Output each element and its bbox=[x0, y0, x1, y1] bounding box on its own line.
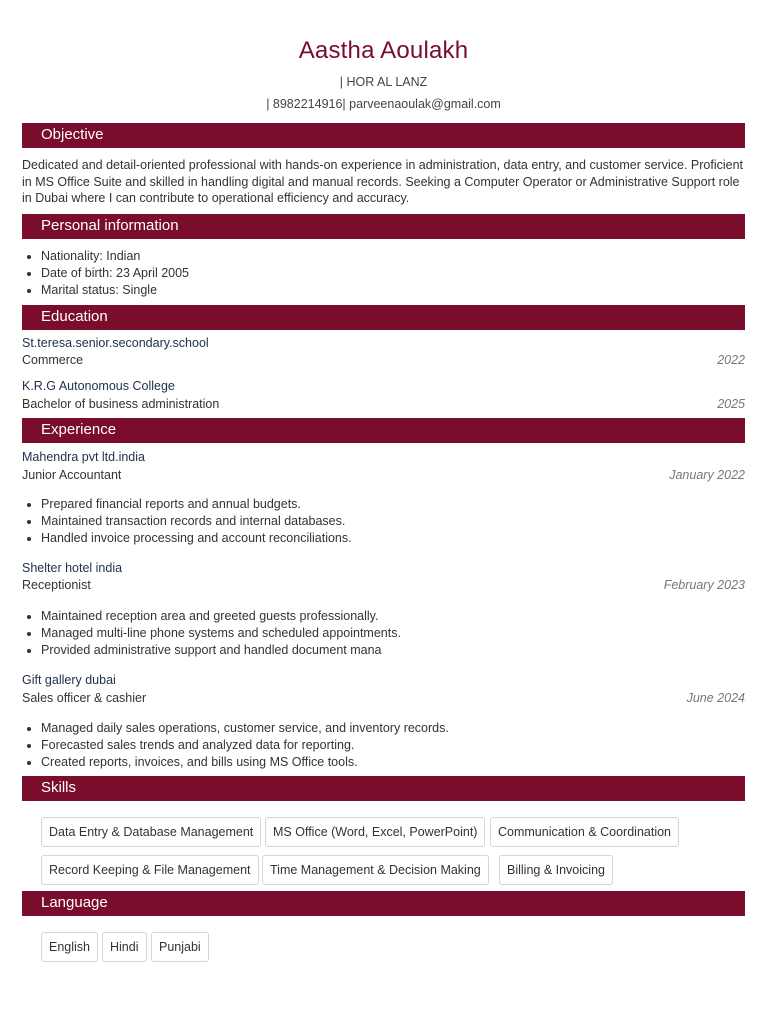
experience-role: Junior Accountant bbox=[22, 468, 122, 482]
experience-company: Shelter hotel india bbox=[22, 561, 123, 575]
education-school: St.teresa.senior.secondary.school bbox=[22, 336, 209, 350]
list-item: • Managed daily sales operations, customer service, and inventory records. bbox=[41, 720, 449, 737]
skill-chip: MS Office (Word, Excel, PowerPoint) bbox=[265, 817, 485, 847]
education-school: K.R.G Autonomous College bbox=[22, 379, 175, 393]
skill-chip: Record Keeping & File Management bbox=[41, 855, 259, 885]
list-item: • Handled invoice processing and account reconciliations. bbox=[41, 530, 352, 547]
section-personal-title: Personal information bbox=[22, 214, 745, 239]
list-item: • Created reports, invoices, and bills using MS Office tools. bbox=[41, 754, 449, 771]
education-year: 2022 bbox=[717, 353, 745, 367]
language-chip: English bbox=[41, 932, 98, 962]
experience-bullets bbox=[22, 720, 449, 771]
language-chip: Punjabi bbox=[151, 932, 209, 962]
skill-chip: Time Management & Decision Making bbox=[262, 855, 489, 885]
header-contact: | 8982214916| parveenaoulak@gmail.com bbox=[266, 97, 501, 111]
personal-list bbox=[22, 248, 189, 299]
section-language-title: Language bbox=[22, 891, 745, 916]
experience-company: Gift gallery dubai bbox=[22, 673, 116, 687]
list-item: • Prepared financial reports and annual budgets. bbox=[41, 496, 352, 513]
list-item: • Provided administrative support and handled document mana bbox=[41, 642, 401, 659]
skill-chip: Communication & Coordination bbox=[490, 817, 679, 847]
list-item: • Forecasted sales trends and analyzed data for reporting. bbox=[41, 737, 449, 754]
list-item: • Maintained transaction records and internal databases. bbox=[41, 513, 352, 530]
list-item: • Marital status: Single bbox=[41, 282, 189, 299]
list-item: • Date of birth: 23 April 2005 bbox=[41, 265, 189, 282]
education-degree: Bachelor of business administration bbox=[22, 397, 220, 411]
experience-bullets bbox=[22, 496, 352, 547]
list-item: • Managed multi-line phone systems and scheduled appointments. bbox=[41, 625, 401, 642]
experience-role: Receptionist bbox=[22, 578, 91, 592]
candidate-name: Aastha Aoulakh bbox=[298, 37, 469, 64]
section-education-title: Education bbox=[22, 305, 745, 330]
experience-company: Mahendra pvt ltd.india bbox=[22, 450, 145, 464]
list-item: • Nationality: Indian bbox=[41, 248, 189, 265]
language-chip: Hindi bbox=[102, 932, 147, 962]
experience-role: Sales officer & cashier bbox=[22, 691, 147, 705]
experience-date: June 2024 bbox=[686, 691, 745, 705]
skill-chip: Billing & Invoicing bbox=[499, 855, 613, 885]
experience-date: January 2022 bbox=[669, 468, 745, 482]
header-address: | HOR AL LANZ bbox=[339, 75, 428, 89]
education-year: 2025 bbox=[717, 397, 745, 411]
experience-date: February 2023 bbox=[663, 578, 745, 592]
education-degree: Commerce bbox=[22, 353, 84, 367]
section-experience-title: Experience bbox=[22, 418, 745, 443]
experience-bullets bbox=[22, 608, 401, 659]
objective-text: Dedicated and detail-oriented professional with hands-on experience in administration, data entry, and customer service. Proficient in MS Office Suite and skilled in handling digital and manual records. Seeking a Computer Operator or Administrative Support role in Dubai where I can contribute to operational efficiency and accuracy. bbox=[22, 158, 743, 205]
section-skills-title: Skills bbox=[22, 776, 745, 801]
section-objective-title: Objective bbox=[22, 123, 745, 148]
skill-chip: Data Entry & Database Management bbox=[41, 817, 261, 847]
list-item: • Maintained reception area and greeted guests professionally. bbox=[41, 608, 401, 625]
